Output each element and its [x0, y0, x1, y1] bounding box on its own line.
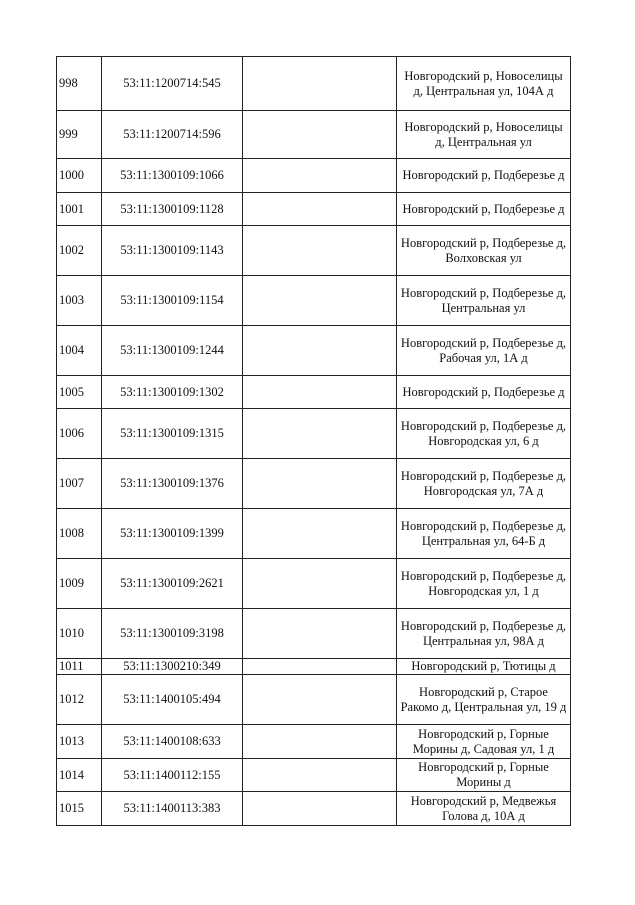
- row-number: 1000: [57, 159, 102, 193]
- table-row: [57, 111, 571, 159]
- cadastral-number: 53:11:1400112:155: [102, 759, 243, 792]
- empty-cell: [243, 792, 397, 826]
- address: Новгородский р, Старое Ракомо д, Центральная ул, 19 д: [397, 675, 571, 725]
- cadastral-number: 53:11:1300109:2621: [102, 559, 243, 609]
- property-table: [56, 56, 571, 826]
- address: Новгородский р, Подберезье д: [397, 376, 571, 409]
- address: Новгородский р, Подберезье д, Волховская ул: [397, 226, 571, 276]
- row-number: 1012: [57, 675, 102, 725]
- cadastral-number: 53:11:1400108:633: [102, 725, 243, 759]
- cadastral-number: 53:11:1300109:1376: [102, 459, 243, 509]
- cadastral-number: 53:11:1300210:349: [102, 659, 243, 675]
- row-number: 1009: [57, 559, 102, 609]
- row-number: 1015: [57, 792, 102, 826]
- table-row: [57, 509, 571, 559]
- cadastral-number: 53:11:1200714:596: [102, 111, 243, 159]
- cadastral-number: 53:11:1300109:1244: [102, 326, 243, 376]
- row-number: 1007: [57, 459, 102, 509]
- address: Новгородский р, Подберезье д, Новгородская ул, 1 д: [397, 559, 571, 609]
- table-row: [57, 193, 571, 226]
- empty-cell: [243, 159, 397, 193]
- table-row: [57, 459, 571, 509]
- row-number: 1005: [57, 376, 102, 409]
- address: Новгородский р, Медвежья Голова д, 10А д: [397, 792, 571, 826]
- cadastral-number: 53:11:1400113:383: [102, 792, 243, 826]
- empty-cell: [243, 759, 397, 792]
- cadastral-number: 53:11:1300109:1302: [102, 376, 243, 409]
- row-number: 1014: [57, 759, 102, 792]
- table-row: [57, 226, 571, 276]
- empty-cell: [243, 609, 397, 659]
- address: Новгородский р, Подберезье д, Новгородская ул, 7А д: [397, 459, 571, 509]
- row-number: 999: [57, 111, 102, 159]
- row-number: 1011: [57, 659, 102, 675]
- row-number: 1013: [57, 725, 102, 759]
- address: Новгородский р, Подберезье д: [397, 193, 571, 226]
- address: Новгородский р, Тютицы д: [397, 659, 571, 675]
- row-number: 1010: [57, 609, 102, 659]
- empty-cell: [243, 559, 397, 609]
- table-row: [57, 759, 571, 792]
- table-row: [57, 326, 571, 376]
- table-row: [57, 725, 571, 759]
- table-row: [57, 559, 571, 609]
- empty-cell: [243, 659, 397, 675]
- table-row: [57, 159, 571, 193]
- row-number: 1003: [57, 276, 102, 326]
- address: Новгородский р, Горные Морины д, Садовая ул, 1 д: [397, 725, 571, 759]
- cadastral-number: 53:11:1200714:545: [102, 57, 243, 111]
- empty-cell: [243, 675, 397, 725]
- table-row: [57, 276, 571, 326]
- cadastral-number: 53:11:1300109:1399: [102, 509, 243, 559]
- address: Новгородский р, Новоселицы д, Центральная ул: [397, 111, 571, 159]
- address: Новгородский р, Новоселицы д, Центральная ул, 104А д: [397, 57, 571, 111]
- address: Новгородский р, Подберезье д, Центральная ул, 64-Б д: [397, 509, 571, 559]
- empty-cell: [243, 57, 397, 111]
- cadastral-number: 53:11:1400105:494: [102, 675, 243, 725]
- table-row: [57, 409, 571, 459]
- row-number: 1008: [57, 509, 102, 559]
- table-row: [57, 675, 571, 725]
- cadastral-number: 53:11:1300109:1315: [102, 409, 243, 459]
- cadastral-number: 53:11:1300109:3198: [102, 609, 243, 659]
- address: Новгородский р, Подберезье д, Центральная ул: [397, 276, 571, 326]
- empty-cell: [243, 111, 397, 159]
- row-number: 998: [57, 57, 102, 111]
- empty-cell: [243, 459, 397, 509]
- cadastral-number: 53:11:1300109:1066: [102, 159, 243, 193]
- empty-cell: [243, 326, 397, 376]
- table-row: [57, 609, 571, 659]
- empty-cell: [243, 193, 397, 226]
- empty-cell: [243, 725, 397, 759]
- address: Новгородский р, Подберезье д: [397, 159, 571, 193]
- cadastral-number: 53:11:1300109:1143: [102, 226, 243, 276]
- table-row: [57, 792, 571, 826]
- address: Новгородский р, Горные Морины д: [397, 759, 571, 792]
- table-row: [57, 376, 571, 409]
- empty-cell: [243, 226, 397, 276]
- cadastral-number: 53:11:1300109:1128: [102, 193, 243, 226]
- empty-cell: [243, 409, 397, 459]
- row-number: 1001: [57, 193, 102, 226]
- table-row: [57, 57, 571, 111]
- empty-cell: [243, 509, 397, 559]
- empty-cell: [243, 276, 397, 326]
- row-number: 1002: [57, 226, 102, 276]
- empty-cell: [243, 376, 397, 409]
- address: Новгородский р, Подберезье д, Новгородская ул, 6 д: [397, 409, 571, 459]
- row-number: 1006: [57, 409, 102, 459]
- cadastral-number: 53:11:1300109:1154: [102, 276, 243, 326]
- address: Новгородский р, Подберезье д, Рабочая ул, 1А д: [397, 326, 571, 376]
- address: Новгородский р, Подберезье д, Центральная ул, 98А д: [397, 609, 571, 659]
- table-row: [57, 659, 571, 675]
- row-number: 1004: [57, 326, 102, 376]
